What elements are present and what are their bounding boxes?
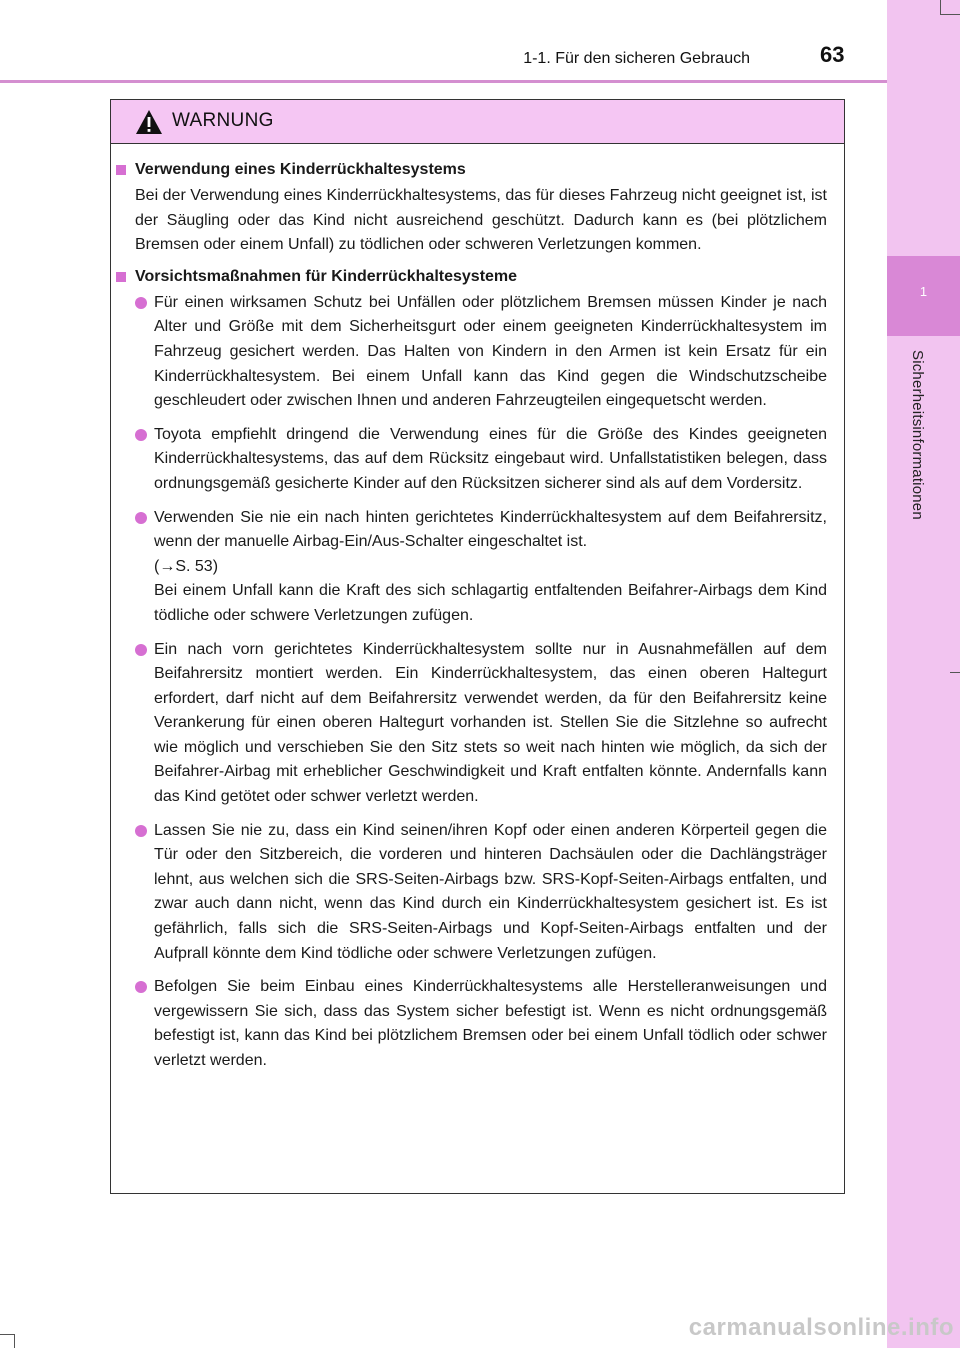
bullet-dot-icon <box>135 297 147 309</box>
list-item: Verwenden Sie nie ein nach hinten gerichtetes Kinderrückhaltesystem auf dem Beifahrersitz, wenn der manuelle Airbag-Ein/Aus-Schalter eingeschaltet ist. (→S. 53) Bei einem Unfall kann die Kraft des sich schlagartig entfaltenden Beifahrer-Airbags dem Kind tödliche oder schwere Verletzungen zufügen. <box>135 506 827 629</box>
header-rule <box>0 80 887 83</box>
crop-mark <box>940 14 960 15</box>
chapter-tab[interactable] <box>887 256 960 336</box>
warning-box <box>110 99 845 1194</box>
running-header: 1-1. Für den sicheren Gebrauch <box>523 50 750 67</box>
bullet-dot-icon <box>135 512 147 524</box>
warning-triangle-icon <box>135 109 163 135</box>
square-bullet-icon <box>116 165 126 175</box>
chapter-strip <box>887 0 960 1348</box>
section-paragraph: Bei der Verwendung eines Kinderrückhaltesystems, das für dieses Fahrzeug nicht geeignet ist, ist der Säugling oder das Kind nicht ausreichend geschützt. Dadurch kann es (bei plötzlichem Bremsen oder einem Unfall) zu tödlichen oder schweren Verletzungen kommen. <box>135 187 827 254</box>
section-child-restraint-use <box>111 159 827 258</box>
crop-mark <box>940 0 941 14</box>
section-precautions <box>111 266 827 1074</box>
bullet-dot-icon <box>135 825 147 837</box>
section-title: Verwendung eines Kinderrückhaltesystems <box>111 159 827 181</box>
list-item: Befolgen Sie beim Einbau eines Kinderrückhaltesystems alle Herstelleranweisungen und vergewissern Sie sich, dass das System sicher befestigt ist. Wenn es nicht ordnungsgemäß befestigt ist, kann das Kind bei plötzlichem Bremsen oder bei einem Unfall tödlich oder schwer verletzt werden. <box>135 975 827 1073</box>
watermark[interactable]: carmanualsonline.info <box>688 1314 954 1341</box>
chapter-number: 1 <box>919 284 928 299</box>
list-item: Toyota empfiehlt dringend die Verwendung eines für die Größe des Kindes geeigneten Kinderrückhaltesystems, das auf dem Rücksitz eingebaut wird. Unfallstatistiken belegen, dass ordnungsgemäß gesicherte Kinder auf den Rücksitzen sicherer sind als auf dem Vordersitz. <box>135 423 827 497</box>
list-item: Lassen Sie nie zu, dass ein Kind seinen/ihren Kopf oder einen anderen Körperteil gegen die Tür oder den Sitzbereich, die vorderen und hinteren Dachsäulen oder die Dachlängsträger lehnt, aus welchen sich die SRS-Seiten-Airbags bzw. SRS-Kopf-Seiten-Airbags entfalten, und zwar auch dann nicht, wenn das Kind durch ein Kinderrückhaltesystem gesichert ist. Es ist gefährlich, falls sich die SRS-Seiten-Airbags und Kopf-Seiten-Airbags entfalten und der Aufprall könnte dem Kind tödliche oder schwere Verletzungen zufügen. <box>135 819 827 967</box>
square-bullet-icon <box>116 272 126 282</box>
bullet-dot-icon <box>135 644 147 656</box>
bullet-dot-icon <box>135 429 147 441</box>
crop-mark <box>950 672 960 673</box>
bullet-dot-icon <box>135 981 147 993</box>
warning-content <box>111 143 843 1083</box>
section-title: Vorsichtsmaßnahmen für Kinderrückhaltesysteme <box>111 266 827 288</box>
chapter-label: Sicherheitsinformationen <box>909 350 926 520</box>
warning-header <box>111 100 844 144</box>
page-number: 63 <box>820 42 845 67</box>
list-item: Für einen wirksamen Schutz bei Unfällen oder plötzlichem Bremsen müssen Kinder je nach Alter und Größe mit dem Sicherheitsgurt oder einem geeigneten Kinderrückhaltesystem im Fahrzeug gesichert werden. Das Halten von Kindern in den Armen ist kein Ersatz für ein Kinderrückhaltesystem. Bei einem Unfall kann das Kind gegen die Windschutzscheibe geschleudert oder zwischen Ihnen und anderen Fahrzeugteilen eingequetscht werden. <box>135 291 827 414</box>
list-item: Ein nach vorn gerichtetes Kinderrückhaltesystem sollte nur in Ausnahmefällen auf dem Beifahrersitz montiert werden. Ein Kinderrückhaltesystem, das einen oberen Haltegurt erfordert, darf nicht auf dem Beifahrersitz verwendet werden, da für den Beifahrersitz keine Verankerung für einen oberen Haltegurt vorhanden ist. Stellen Sie die Sitzlehne so aufrecht wie möglich und verschieben Sie den Sitz stets so weit nach hinten wie möglich, da sich der Beifahrer-Airbag mit erheblicher Geschwindigkeit und Kraft entfalten könnte. Andernfalls kann das Kind getötet oder schwer verletzt werden. <box>135 638 827 810</box>
crop-mark <box>0 1334 14 1335</box>
crop-mark <box>14 1334 15 1348</box>
warning-title: WARNUNG <box>172 110 274 131</box>
page-reference-link[interactable]: (→S. 53) <box>154 557 219 575</box>
